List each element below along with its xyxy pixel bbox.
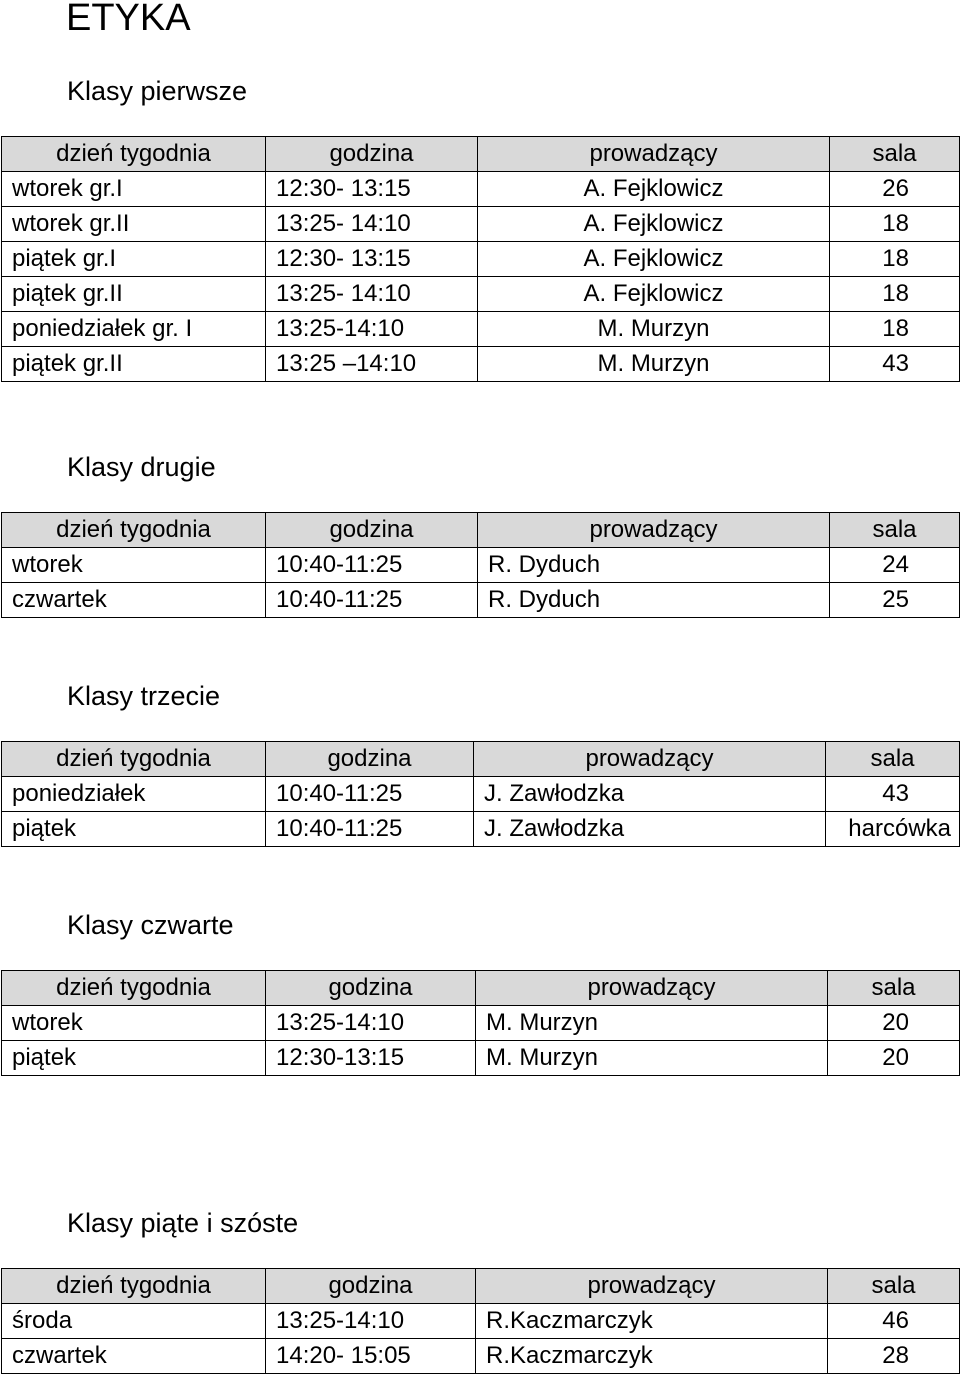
cell-room: 28 [828,1339,960,1374]
cell-day: wtorek [2,548,266,583]
column-header-teacher: prowadzący [476,971,828,1006]
table-row [2,347,960,382]
section-heading-drugie: Klasy drugie [67,452,216,482]
cell-room: 24 [830,548,960,583]
cell-time: 13:25-14:10 [266,1304,476,1339]
cell-room: 25 [830,583,960,618]
cell-teacher: R. Dyduch [478,583,830,618]
table-header-row [2,513,960,548]
cell-day: wtorek gr.I [2,172,266,207]
column-header-room: sala [828,971,960,1006]
section-heading-pierwsze: Klasy pierwsze [67,76,248,106]
column-header-room: sala [828,1269,960,1304]
cell-time: 10:40-11:25 [266,777,474,812]
cell-room: 43 [826,777,960,812]
cell-room: 18 [830,312,960,347]
cell-room: 20 [828,1006,960,1041]
column-header-time: godzina [266,513,478,548]
cell-teacher: R.Kaczmarczyk [476,1339,828,1374]
cell-time: 10:40-11:25 [266,812,474,847]
cell-time: 10:40-11:25 [266,548,478,583]
table-row [2,1339,960,1374]
cell-day: czwartek [2,583,266,618]
column-header-room: sala [830,513,960,548]
cell-day: poniedziałek gr. I [2,312,266,347]
cell-room: 18 [830,277,960,312]
cell-time: 13:25- 14:10 [266,277,478,312]
table-row [2,312,960,347]
table-row [2,548,960,583]
column-header-room: sala [830,137,960,172]
column-header-teacher: prowadzący [476,1269,828,1304]
cell-teacher: J. Zawłodzka [474,812,826,847]
cell-day: piątek [2,1041,266,1076]
column-header-time: godzina [266,742,474,777]
schedule-table-piate-szoste [1,1268,960,1374]
cell-room: 18 [830,207,960,242]
cell-teacher: R.Kaczmarczyk [476,1304,828,1339]
section-heading-czwarte: Klasy czwarte [67,910,234,940]
cell-day: piątek gr.II [2,347,266,382]
table-row [2,583,960,618]
column-header-day: dzień tygodnia [2,137,266,172]
cell-day: środa [2,1304,266,1339]
cell-day: wtorek [2,1006,266,1041]
table-header-row [2,971,960,1006]
table-row [2,1304,960,1339]
page-title: ETYKA [66,0,191,39]
cell-room: 20 [828,1041,960,1076]
cell-time: 13:25-14:10 [266,1006,476,1041]
column-header-day: dzień tygodnia [2,971,266,1006]
column-header-teacher: prowadzący [478,137,830,172]
table-header-row [2,137,960,172]
column-header-teacher: prowadzący [474,742,826,777]
cell-day: czwartek [2,1339,266,1374]
schedule-table-pierwsze [1,136,960,382]
table-row [2,777,960,812]
column-header-time: godzina [266,971,476,1006]
column-header-time: godzina [266,137,478,172]
cell-teacher: J. Zawłodzka [474,777,826,812]
cell-teacher: M. Murzyn [476,1006,828,1041]
cell-teacher: A. Fejklowicz [478,242,830,277]
cell-room: 46 [828,1304,960,1339]
cell-time: 12:30-13:15 [266,1041,476,1076]
cell-teacher: A. Fejklowicz [478,277,830,312]
cell-day: wtorek gr.II [2,207,266,242]
cell-day: piątek gr.II [2,277,266,312]
cell-time: 12:30- 13:15 [266,172,478,207]
cell-room: harcówka [826,812,960,847]
table-row [2,1041,960,1076]
schedule-table-drugie [1,512,960,618]
table-row [2,1006,960,1041]
schedule-table-trzecie [1,741,960,847]
cell-teacher: A. Fejklowicz [478,172,830,207]
cell-day: piątek [2,812,266,847]
cell-room: 18 [830,242,960,277]
cell-teacher: M. Murzyn [476,1041,828,1076]
section-heading-trzecie: Klasy trzecie [67,681,221,711]
cell-room: 43 [830,347,960,382]
table-row [2,242,960,277]
column-header-room: sala [826,742,960,777]
table-header-row [2,742,960,777]
cell-time: 10:40-11:25 [266,583,478,618]
column-header-day: dzień tygodnia [2,513,266,548]
cell-day: piątek gr.I [2,242,266,277]
cell-teacher: R. Dyduch [478,548,830,583]
cell-time: 13:25- 14:10 [266,207,478,242]
column-header-teacher: prowadzący [478,513,830,548]
table-header-row [2,1269,960,1304]
table-row [2,207,960,242]
cell-teacher: M. Murzyn [478,312,830,347]
cell-time: 14:20- 15:05 [266,1339,476,1374]
cell-teacher: M. Murzyn [478,347,830,382]
table-row [2,172,960,207]
cell-time: 13:25-14:10 [266,312,478,347]
column-header-day: dzień tygodnia [2,1269,266,1304]
table-row [2,812,960,847]
cell-day: poniedziałek [2,777,266,812]
cell-time: 13:25 –14:10 [266,347,478,382]
schedule-table-czwarte [1,970,960,1076]
section-heading-piate-szoste: Klasy piąte i szóste [67,1208,299,1238]
column-header-day: dzień tygodnia [2,742,266,777]
cell-room: 26 [830,172,960,207]
cell-time: 12:30- 13:15 [266,242,478,277]
cell-teacher: A. Fejklowicz [478,207,830,242]
column-header-time: godzina [266,1269,476,1304]
table-row [2,277,960,312]
